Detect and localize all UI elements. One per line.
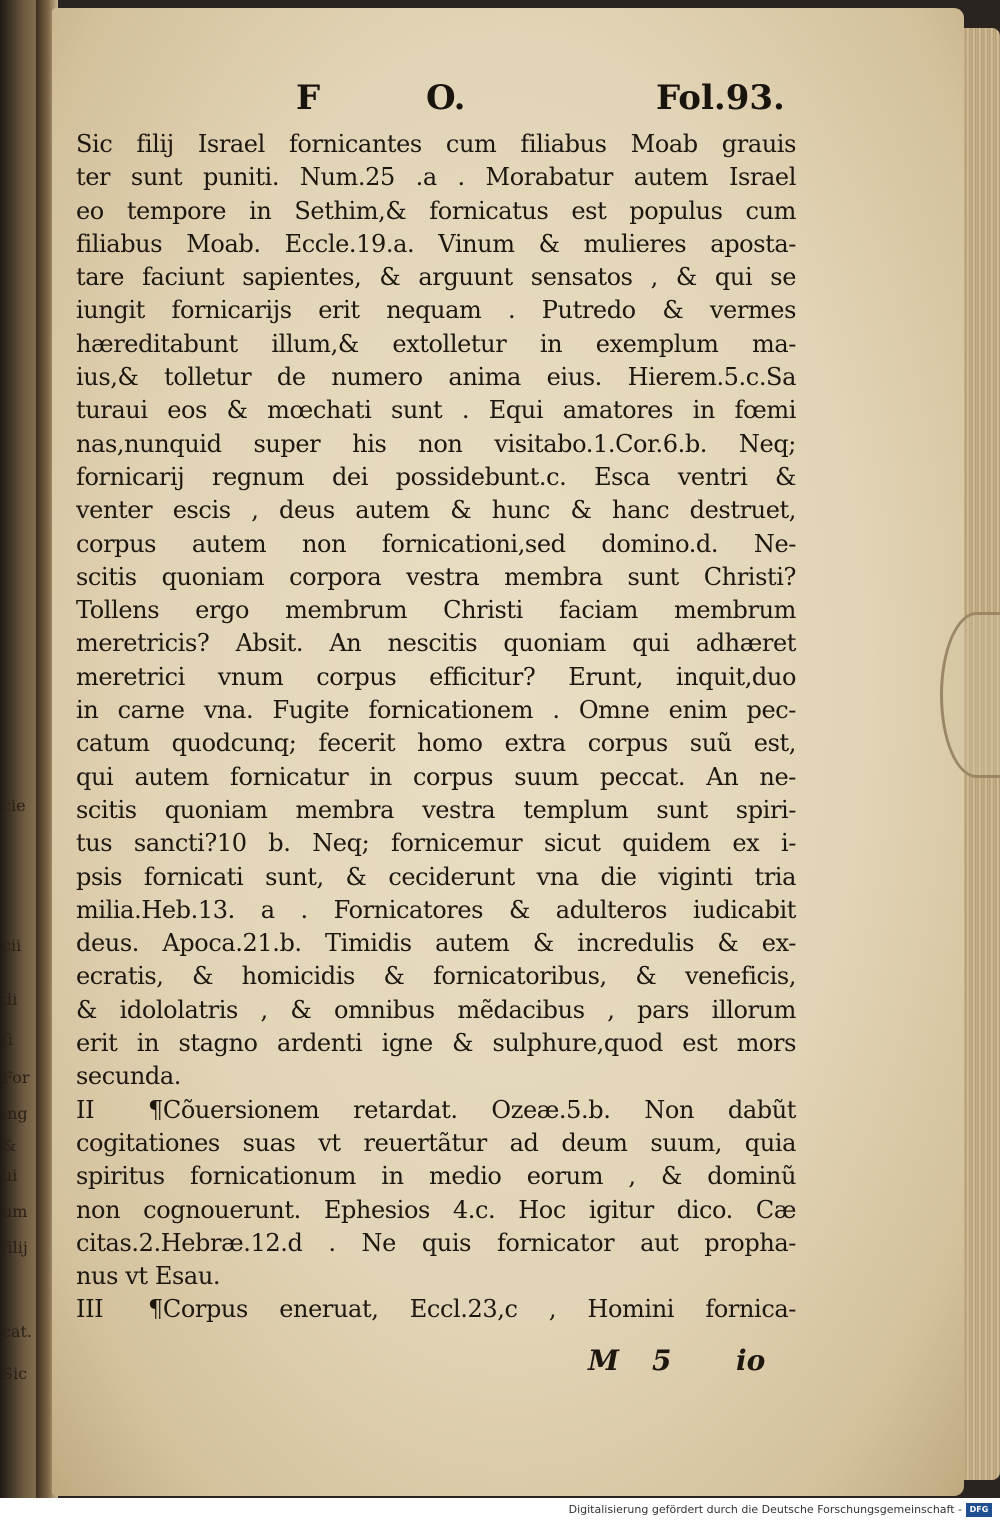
- text-line: deus. Apoca.21.b. Timidis autem & incredulis & ex-: [76, 929, 796, 958]
- text-line: nas,nunquid super his non visitabo.1.Cor.6.b. Neq;: [76, 429, 796, 458]
- text-line: filiabus Moab. Eccle.19.a. Vinum & mulieres aposta-: [76, 229, 796, 258]
- text-line: Sic filij Israel fornicantes cum filiabus Moab grauis: [76, 130, 796, 158]
- funding-credit: Digitalisierung gefördert durch die Deutsche Forschungsgemeinschaft -: [568, 1503, 962, 1516]
- dfg-logo-icon: DFG: [966, 1503, 992, 1517]
- facing-fragment: Sic: [2, 1364, 28, 1383]
- section-numeral: III: [76, 1295, 104, 1324]
- text-line: milia.Heb.13. a . Fornicatores & adulteros iudicabit: [76, 895, 796, 924]
- facing-fragment: filij: [2, 1238, 28, 1257]
- text-line: citas.2.Hebræ.12.d . Ne quis fornicator aut propha-: [76, 1228, 796, 1257]
- facing-page-fragments: [0, 0, 40, 1498]
- section-first-line: [76, 1094, 796, 1127]
- signature-number: 5: [652, 1344, 672, 1377]
- text-line: secunda.: [76, 1062, 181, 1091]
- facing-fragment: cat.: [2, 1322, 33, 1341]
- text-line: scitis quoniam membra vestra templum sunt spiri-: [76, 795, 796, 824]
- section-text: ¶Corpus eneruat, Eccl.23,c , Homini fornica-: [148, 1295, 796, 1324]
- facing-fragment: &: [2, 1136, 17, 1155]
- text-line: psis fornicati sunt, & ceciderunt vna die viginti tria: [76, 862, 796, 891]
- body-text: [76, 128, 796, 1327]
- text-line: meretricis? Absit. An nescitis quoniam qui adhæret: [76, 629, 796, 658]
- text-line: in carne vna. Fugite fornicationem . Omne enim pec-: [76, 696, 796, 725]
- footer-bar: [0, 1498, 1000, 1524]
- section-text: ¶Cõuersionem retardat. Ozeæ.5.b. Non dabũt: [148, 1095, 796, 1124]
- text-line: nus vt Esau.: [76, 1262, 221, 1291]
- facing-fragment: ſi: [2, 1030, 14, 1049]
- text-line: eo tempore in Sethim,& fornicatus est populus cum: [76, 196, 796, 225]
- text-line: catum quodcunq; fecerit homo extra corpus suũ est,: [76, 729, 796, 758]
- facing-fragment: ing: [2, 1104, 28, 1123]
- text-line: non cognouerunt. Ephesios 4.c. Hoc igitur dico. Cæ: [76, 1195, 796, 1224]
- folio-number: Fol.93.: [656, 78, 785, 118]
- facing-fragment: For: [2, 1068, 30, 1087]
- text-line: qui autem fornicatur in corpus suum peccat. An ne-: [76, 762, 796, 791]
- header-letter: O.: [426, 78, 466, 118]
- text-line: meretrici vnum corpus efficitur? Erunt, inquit,duo: [76, 662, 796, 691]
- text-line: & idololatris , & omnibus mẽdacibus , pars illorum: [76, 995, 796, 1024]
- text-line: turaui eos & mœchati sunt . Equi amatores in fœmi: [76, 396, 796, 425]
- text-line: Tollens ergo membrum Christi faciam membrum: [76, 596, 796, 625]
- catchword: io: [736, 1344, 766, 1377]
- text-line: tus sancti?10 b. Neq; fornicemur sicut quidem ex i-: [76, 829, 796, 858]
- text-line: tare faciunt sapientes, & arguunt sensatos , & qui se: [76, 263, 796, 292]
- text-line: corpus autem non fornicationi,sed domino.d. Ne-: [76, 529, 796, 558]
- text-line: iungit fornicarijs erit nequam . Putredo & vermes: [76, 296, 796, 325]
- header-letter: F: [296, 78, 321, 118]
- text-line: ter sunt puniti. Num.25 .a . Morabatur autem Israel: [76, 163, 796, 192]
- text-line: hæreditabunt illum,& extolletur in exemplum ma-: [76, 329, 796, 358]
- facing-fragment: um: [2, 1202, 28, 1221]
- section-first-line: [76, 1293, 796, 1326]
- facing-fragment: ui: [2, 1166, 18, 1185]
- text-line: fornicarij regnum dei possidebunt.c. Esca ventri &: [76, 462, 796, 491]
- text-line: ecratis, & homicidis & fornicatoribus, & veneficis,: [76, 962, 796, 991]
- section-numeral: II: [76, 1095, 95, 1124]
- signature-line: [76, 1344, 796, 1380]
- text-line: spiritus fornicationum in medio eorum , & dominũ: [76, 1162, 796, 1191]
- facing-fragment: di: [2, 990, 18, 1009]
- text-line: cogitationes suas vt reuertãtur ad deum suum, quia: [76, 1128, 796, 1157]
- text-line: ius,& tolletur de numero anima eius. Hierem.5.c.Sa: [76, 363, 796, 392]
- facing-fragment: cie: [2, 796, 26, 815]
- facing-fragment: cii: [2, 936, 22, 955]
- running-header: [60, 78, 940, 128]
- text-line: scitis quoniam corpora vestra membra sunt Christi?: [76, 562, 796, 591]
- text-line: venter escis , deus autem & hunc & hanc destruet,: [76, 496, 796, 525]
- signature-mark: M: [588, 1344, 619, 1377]
- text-line: erit in stagno ardenti igne & sulphure,quod est mors: [76, 1029, 796, 1058]
